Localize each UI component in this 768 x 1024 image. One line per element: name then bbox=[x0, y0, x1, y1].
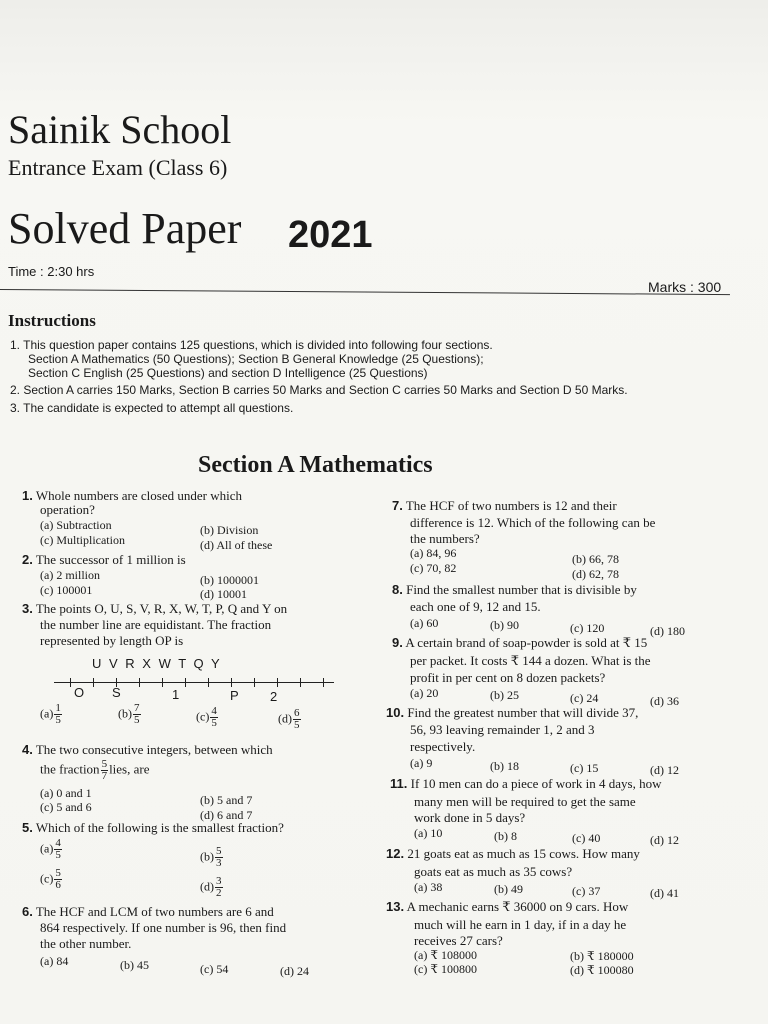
option-a: (a) 2 million bbox=[40, 568, 100, 582]
number-line-tick bbox=[323, 678, 324, 687]
option-d: (d) All of these bbox=[200, 538, 273, 552]
exam-subtitle: Entrance Exam (Class 6) bbox=[8, 155, 228, 180]
question-4-line: the fraction $\frac{5}{7}$ lies, are bbox=[40, 758, 150, 782]
number-line-label: O bbox=[74, 685, 85, 700]
option-b: (b) 18 bbox=[490, 759, 519, 773]
question-13-line: much will he earn in 1 day, if in a day he bbox=[414, 917, 627, 932]
option-b: (b) 49 bbox=[494, 882, 523, 896]
question-10-line: 56, 93 leaving remainder 1, 2 and 3 bbox=[410, 722, 595, 737]
option-b: (b) Division bbox=[200, 523, 259, 537]
number-line-tick bbox=[300, 678, 301, 687]
question-12-line: goats eat as much as 35 cows? bbox=[414, 864, 573, 879]
question-10: 10. Find the greatest number that will divide 37, bbox=[386, 705, 639, 720]
option-c: (c) 5 and 6 bbox=[40, 800, 92, 814]
option-b: (b) 8 bbox=[494, 829, 517, 843]
number-line-tick bbox=[139, 678, 140, 687]
option-b: (b) $\frac{7}{5}$ bbox=[118, 702, 140, 726]
option-c: (c) 24 bbox=[570, 691, 599, 705]
question-3: 3. The points O, U, S, V, R, X, W, T, P, Q and Y on bbox=[22, 601, 288, 616]
question-1-line: operation? bbox=[40, 502, 95, 517]
question-9: 9. A certain brand of soap-powder is sold at ₹ 15 bbox=[392, 635, 648, 650]
option-b: (b) 25 bbox=[490, 688, 519, 702]
instruction-line: 1. This question paper contains 125 questions, which is divided into following four sections. bbox=[10, 338, 493, 352]
question-7: 7. The HCF of two numbers is 12 and their bbox=[392, 498, 617, 513]
option-a: (a) $\frac{4}{5}$ bbox=[40, 837, 61, 861]
question-3-line: represented by length OP is bbox=[40, 633, 184, 648]
number-line-label: 1 bbox=[172, 687, 180, 702]
option-d: (d) 180 bbox=[650, 624, 685, 638]
option-b: (b) 90 bbox=[490, 618, 519, 632]
question-13: 13. A mechanic earns ₹ 36000 on 9 cars. How bbox=[386, 899, 629, 914]
question-10-line: respectively. bbox=[410, 739, 476, 754]
question-7-line: the numbers? bbox=[410, 531, 480, 546]
exam-marks: Marks : 300 bbox=[648, 279, 722, 295]
question-4: 4. The two consecutive integers, between which bbox=[22, 742, 273, 757]
option-c: (c) $\frac{4}{5}$ bbox=[196, 705, 217, 729]
number-line-tick bbox=[185, 678, 186, 687]
option-c: (c) 100001 bbox=[40, 583, 93, 597]
option-c: (c) 54 bbox=[200, 962, 229, 976]
question-6-line: the other number. bbox=[40, 936, 132, 951]
option-c: (c) 37 bbox=[572, 884, 601, 898]
question-5: 5. Which of the following is the smallest fraction? bbox=[22, 820, 284, 835]
instruction-line: Section A Mathematics (50 Questions); Section B General Knowledge (25 Questions); bbox=[28, 352, 484, 366]
option-c: (c) 15 bbox=[570, 761, 599, 775]
number-line-tick bbox=[254, 678, 255, 687]
number-line bbox=[54, 682, 334, 683]
exam-time: Time : 2:30 hrs bbox=[8, 264, 95, 279]
option-d: (d) 41 bbox=[650, 886, 679, 900]
school-title: Sainik School bbox=[8, 107, 232, 152]
option-c: (c) 40 bbox=[572, 831, 601, 845]
option-a: (a) $\frac{1}{5}$ bbox=[40, 702, 61, 726]
option-c: (c) ₹ 100800 bbox=[414, 962, 477, 976]
option-a: (a) 20 bbox=[410, 686, 439, 700]
option-a: (a) 84 bbox=[40, 954, 69, 968]
option-c: (c) Multiplication bbox=[40, 533, 125, 547]
question-8-line: each one of 9, 12 and 15. bbox=[410, 599, 541, 614]
option-a: (a) 10 bbox=[414, 826, 443, 840]
option-a: (a) 9 bbox=[410, 756, 433, 770]
number-line-label: 2 bbox=[270, 689, 278, 704]
option-d: (d) 12 bbox=[650, 833, 679, 847]
question-11: 11. If 10 men can do a piece of work in 4 days, how bbox=[390, 776, 662, 791]
question-11-line: many men will be required to get the same bbox=[414, 794, 636, 809]
option-d: (d) 36 bbox=[650, 694, 679, 708]
question-8: 8. Find the smallest number that is divisible by bbox=[392, 582, 637, 597]
solved-paper-title: Solved Paper bbox=[8, 204, 242, 253]
option-d: (d) 6 and 7 bbox=[200, 808, 253, 822]
number-line-label: P bbox=[230, 688, 239, 703]
paper-year: 2021 bbox=[288, 214, 373, 256]
question-13-line: receives 27 cars? bbox=[414, 933, 503, 948]
instructions-title: Instructions bbox=[8, 311, 96, 330]
option-c: (c) $\frac{5}{6}$ bbox=[40, 867, 61, 891]
question-11-line: work done in 5 days? bbox=[414, 810, 526, 825]
question-3-line: the number line are equidistant. The fraction bbox=[40, 617, 272, 632]
option-a: (a) Subtraction bbox=[40, 518, 112, 532]
option-d: (d) $\frac{6}{5}$ bbox=[278, 707, 300, 731]
number-line-tick bbox=[208, 678, 209, 687]
question-7-line: difference is 12. Which of the following can be bbox=[410, 515, 656, 530]
option-b: (b) ₹ 180000 bbox=[570, 949, 634, 963]
option-d: (d) 24 bbox=[280, 964, 309, 978]
option-a: (a) ₹ 108000 bbox=[414, 948, 477, 962]
option-b: (b) 45 bbox=[120, 958, 149, 972]
question-12: 12. 21 goats eat as much as 15 cows. How many bbox=[386, 846, 640, 861]
option-c: (c) 70, 82 bbox=[410, 561, 457, 575]
option-a: (a) 84, 96 bbox=[410, 546, 457, 560]
number-line-top-labels: U V R X W T Q Y bbox=[92, 656, 222, 671]
instruction-line: Section C English (25 Questions) and section D Intelligence (25 Questions) bbox=[28, 366, 428, 380]
number-line-tick bbox=[70, 678, 71, 687]
question-9-line: per packet. It costs ₹ 144 a dozen. What is the bbox=[410, 653, 651, 668]
option-d: (d) 62, 78 bbox=[572, 567, 619, 581]
option-d: (d) ₹ 100080 bbox=[570, 963, 634, 977]
option-a: (a) 38 bbox=[414, 880, 443, 894]
question-6: 6. The HCF and LCM of two numbers are 6 and bbox=[22, 904, 274, 919]
instruction-line: 2. Section A carries 150 Marks, Section B carries 50 Marks and Section C carries 50 Marks and Section D 50 Marks. bbox=[10, 383, 628, 397]
question-1: 1. Whole numbers are closed under which bbox=[22, 488, 242, 503]
option-a: (a) 60 bbox=[410, 616, 439, 630]
option-c: (c) 120 bbox=[570, 621, 605, 635]
option-d: (d) 10001 bbox=[200, 587, 247, 601]
header-divider bbox=[0, 289, 730, 295]
option-d: (d) $\frac{3}{2}$ bbox=[200, 875, 222, 899]
number-line-label: S bbox=[112, 685, 121, 700]
number-line-tick bbox=[277, 678, 278, 687]
section-title: Section A Mathematics bbox=[198, 452, 433, 478]
number-line-tick bbox=[93, 678, 94, 687]
option-b: (b) 1000001 bbox=[200, 573, 259, 587]
instruction-line: 3. The candidate is expected to attempt all questions. bbox=[10, 401, 294, 415]
bleed-through-text bbox=[10, 60, 14, 76]
option-b: (b) 66, 78 bbox=[572, 552, 619, 566]
option-b: (b) 5 and 7 bbox=[200, 793, 253, 807]
option-d: (d) 12 bbox=[650, 763, 679, 777]
question-9-line: profit in per cent on 8 dozen packets? bbox=[410, 670, 606, 685]
number-line-tick bbox=[162, 678, 163, 687]
option-b: (b) $\frac{5}{3}$ bbox=[200, 845, 222, 869]
number-line-tick bbox=[231, 678, 232, 687]
option-a: (a) 0 and 1 bbox=[40, 786, 92, 800]
question-6-line: 864 respectively. If one number is 96, then find bbox=[40, 920, 287, 935]
question-2: 2. The successor of 1 million is bbox=[22, 552, 186, 567]
